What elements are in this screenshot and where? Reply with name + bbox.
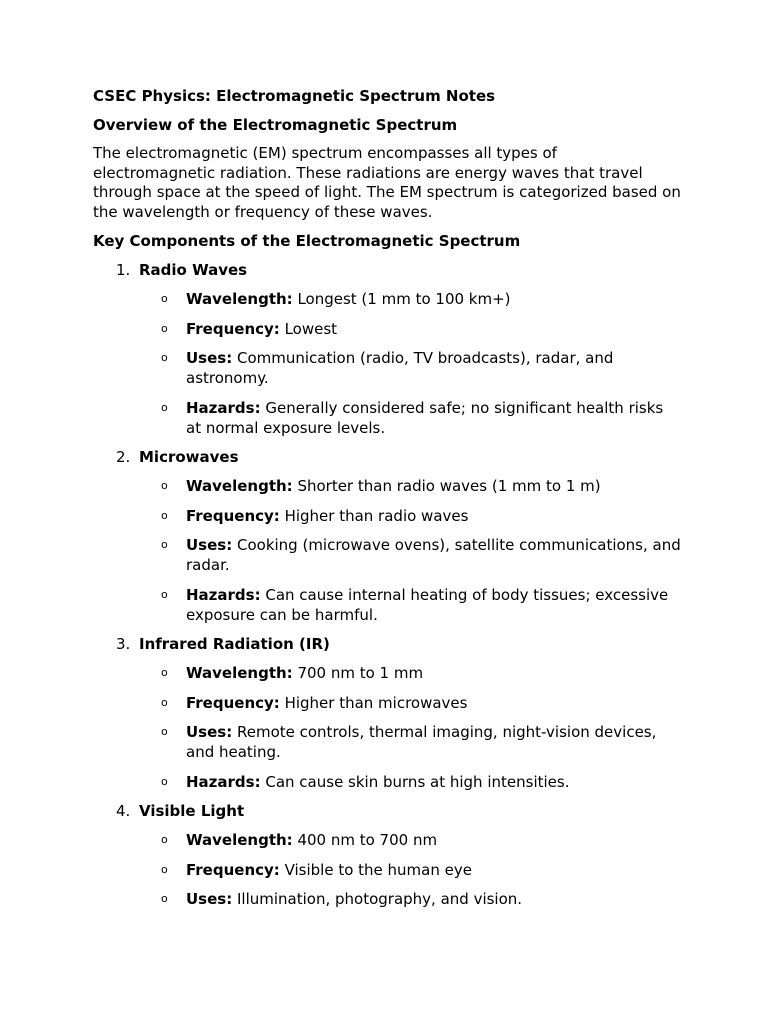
bullet-circle-icon: o: [161, 321, 168, 335]
bullet-key: Uses:: [186, 723, 233, 741]
section-title: Visible Light: [139, 802, 245, 820]
bullet-circle-icon: o: [161, 892, 168, 905]
bullet-item: [93, 889, 683, 909]
bullet-item: [93, 398, 683, 438]
bullet-value: Cooking (microwave ovens), satellite communications, and radar.: [186, 536, 681, 574]
bullet-value: Communication (radio, TV broadcasts), radar, and astronomy.: [186, 349, 614, 387]
bullet-key: Wavelength:: [186, 831, 293, 849]
section-number: 2.: [116, 448, 131, 466]
section-item: [93, 447, 683, 467]
bullet-list: [93, 663, 683, 792]
section-number: 4.: [116, 802, 131, 820]
bullet-key: Hazards:: [186, 585, 261, 604]
section-title: Microwaves: [139, 448, 239, 466]
bullet-key: Wavelength:: [186, 477, 293, 495]
sections-list: [93, 260, 683, 909]
bullet-circle-icon: o: [161, 508, 168, 522]
bullet-key: Uses:: [186, 536, 233, 554]
bullet-value: Longest (1 mm to 100 km+): [292, 290, 511, 308]
bullet-value: Higher than microwaves: [279, 693, 468, 712]
section-item: [93, 634, 683, 654]
section-title: Radio Waves: [139, 261, 248, 279]
bullet-circle-icon: o: [161, 292, 168, 305]
document-title: CSEC Physics: Electromagnetic Spectrum Notes: [93, 87, 496, 105]
bullet-value: Illumination, photography, and vision.: [232, 890, 523, 908]
bullet-item: [93, 319, 683, 339]
overview-heading: Overview of the Electromagnetic Spectrum: [93, 116, 458, 134]
bullet-item: [93, 722, 683, 762]
bullet-item: [93, 693, 683, 713]
bullet-list: [93, 289, 683, 438]
bullet-value: Shorter than radio waves (1 mm to 1 m): [292, 477, 601, 495]
bullet-item: [93, 585, 683, 625]
bullet-list: [93, 476, 683, 625]
bullet-item: [93, 506, 683, 526]
bullet-value: 700 nm to 1 mm: [292, 664, 424, 682]
section-title: Infrared Radiation (IR): [139, 635, 330, 653]
bullet-key: Hazards:: [186, 772, 261, 791]
bullet-key: Uses:: [186, 890, 233, 908]
bullet-value: Generally considered safe; no significant health risks at normal exposure levels.: [186, 398, 664, 437]
bullet-key: Wavelength:: [186, 290, 293, 308]
bullet-key: Wavelength:: [186, 664, 293, 682]
bullet-value: Higher than radio waves: [279, 506, 469, 525]
bullet-circle-icon: o: [161, 862, 168, 876]
bullet-item: [93, 348, 683, 388]
section-item: [93, 260, 683, 280]
document-page: [93, 86, 683, 919]
bullet-item: [93, 476, 683, 496]
bullet-value: Remote controls, thermal imaging, night-vision devices, and heating.: [186, 723, 657, 761]
section-number: 1.: [116, 261, 131, 279]
section-number: 3.: [116, 635, 131, 653]
bullet-item: [93, 830, 683, 850]
bullet-value: Visible to the human eye: [279, 860, 472, 879]
bullet-item: [93, 860, 683, 880]
bullet-item: [93, 289, 683, 309]
bullet-value: Can cause skin burns at high intensities.: [260, 772, 570, 791]
bullet-key: Hazards:: [186, 398, 261, 417]
bullet-key: Frequency:: [186, 319, 280, 338]
bullet-circle-icon: o: [161, 833, 168, 846]
bullet-value: 400 nm to 700 nm: [292, 831, 438, 849]
bullet-value: Lowest: [279, 319, 338, 338]
bullet-circle-icon: o: [161, 695, 168, 709]
bullet-key: Uses:: [186, 349, 233, 367]
bullet-key: Frequency:: [186, 693, 280, 712]
bullet-circle-icon: o: [161, 774, 168, 788]
bullet-item: [93, 535, 683, 575]
bullet-circle-icon: o: [161, 538, 168, 551]
bullet-circle-icon: o: [161, 725, 168, 738]
bullet-circle-icon: o: [161, 587, 168, 601]
bullet-list: [93, 830, 683, 909]
bullet-circle-icon: o: [161, 351, 168, 364]
bullet-key: Frequency:: [186, 506, 280, 525]
bullet-value: Can cause internal heating of body tissues; excessive exposure can be harmful.: [186, 585, 669, 624]
components-heading: Key Components of the Electromagnetic Spectrum: [93, 232, 521, 250]
overview-paragraph: The electromagnetic (EM) spectrum encompasses all types of electromagnetic radiation. These radiations are energy waves that travel through space at the speed of light. The EM spectrum is categorized based on the wavelength or frequency of these waves.: [93, 144, 681, 221]
bullet-item: [93, 663, 683, 683]
bullet-item: [93, 772, 683, 792]
bullet-key: Frequency:: [186, 860, 280, 879]
section-item: [93, 801, 683, 821]
bullet-circle-icon: o: [161, 400, 168, 414]
bullet-circle-icon: o: [161, 666, 168, 679]
bullet-circle-icon: o: [161, 479, 168, 492]
